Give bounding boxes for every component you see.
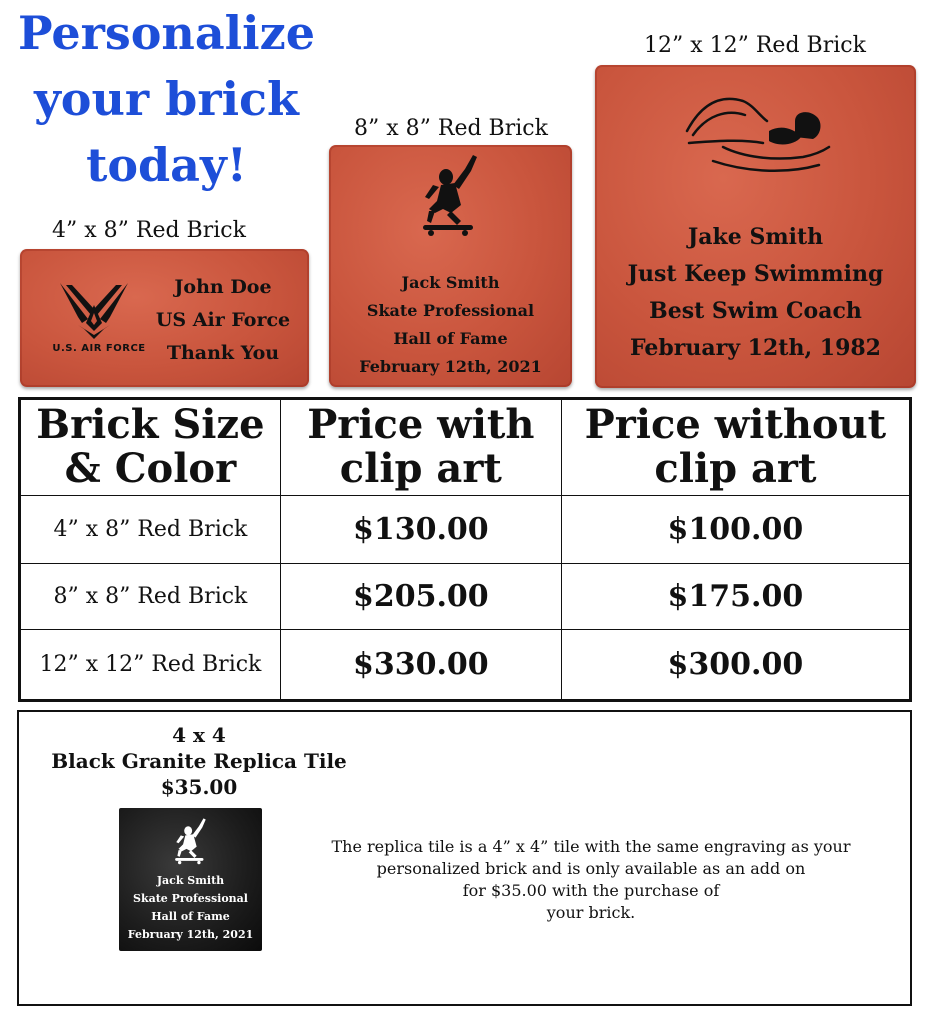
brick-8x8 (329, 145, 572, 387)
table-header-row (20, 399, 911, 496)
engraving-line: Just Keep Swimming (627, 261, 884, 287)
tile-heading-line: 4 x 4 (172, 723, 226, 747)
engraving-line: Best Swim Coach (649, 298, 862, 324)
engraving-line: February 12th, 1982 (630, 335, 881, 361)
size-cell: 8” x 8” Red Brick (20, 563, 281, 630)
headline-line: Personalize (17, 6, 316, 60)
engraving-line: John Doe (174, 276, 272, 298)
engraving-line: Hall of Fame (151, 910, 230, 923)
header-line: & Color (64, 445, 237, 493)
price-without-clip-art: $175.00 (561, 563, 910, 630)
headline (14, 0, 319, 198)
price-with-clip-art: $330.00 (280, 630, 561, 701)
engraving-line: Jack Smith (401, 273, 500, 292)
engraving-line: February 12th, 2021 (359, 357, 542, 376)
engraving-line: Jake Smith (687, 224, 824, 250)
price-with-clip-art: $205.00 (280, 563, 561, 630)
black-granite-tile (119, 808, 262, 951)
skateboarder-icon (174, 816, 208, 866)
column-header-size (20, 399, 281, 496)
size-cell: 12” x 12” Red Brick (20, 630, 281, 701)
headline-line: your brick (34, 72, 299, 126)
brick-caption-4x8: 4” x 8” Red Brick (52, 218, 246, 243)
engraving-line: Hall of Fame (393, 329, 508, 348)
tile-description (301, 836, 881, 924)
price-with-clip-art: $130.00 (280, 495, 561, 563)
engraving-line: February 12th, 2021 (127, 928, 254, 941)
price-without-clip-art: $300.00 (561, 630, 910, 701)
table-row (20, 630, 911, 701)
header-line: Brick Size (36, 401, 265, 449)
tile-heading (39, 722, 359, 800)
engraving-line: US Air Force (155, 309, 291, 331)
engraving-line: Skate Professional (133, 892, 248, 905)
brick-12x12 (595, 65, 916, 388)
description-line: your brick. (546, 903, 636, 922)
engraving-line: Jack Smith (156, 874, 225, 887)
header-line: clip art (654, 445, 817, 493)
air-force-wings-icon (58, 279, 130, 341)
tile-price: $35.00 (160, 775, 238, 799)
header-line: Price without (584, 401, 887, 449)
brick-caption-8x8: 8” x 8” Red Brick (354, 116, 548, 141)
brick-caption-12x12: 12” x 12” Red Brick (644, 33, 866, 58)
table-row (20, 495, 911, 563)
engraving-line: Thank You (166, 342, 280, 364)
brick-4x8 (20, 249, 309, 387)
swimmer-icon (683, 91, 833, 183)
replica-tile-section (17, 710, 912, 1006)
price-table (18, 397, 912, 702)
description-line: The replica tile is a 4” x 4” tile with the same engraving as your (331, 837, 851, 856)
header-line: Price with (307, 401, 535, 449)
column-header-with-clip-art (280, 399, 561, 496)
description-line: for $35.00 with the purchase of (462, 881, 720, 900)
description-line: personalized brick and is only available as an add on (376, 859, 806, 878)
tile-heading-line: Black Granite Replica Tile (51, 749, 347, 773)
size-cell: 4” x 8” Red Brick (20, 495, 281, 563)
skateboarder-icon (421, 153, 481, 237)
price-without-clip-art: $100.00 (561, 495, 910, 563)
column-header-without-clip-art (561, 399, 910, 496)
header-line: clip art (339, 445, 502, 493)
air-force-logo-text: U.S. AIR FORCE (52, 343, 146, 354)
engraving-line: Skate Professional (366, 301, 535, 320)
table-row (20, 563, 911, 630)
headline-line: today! (86, 138, 247, 192)
